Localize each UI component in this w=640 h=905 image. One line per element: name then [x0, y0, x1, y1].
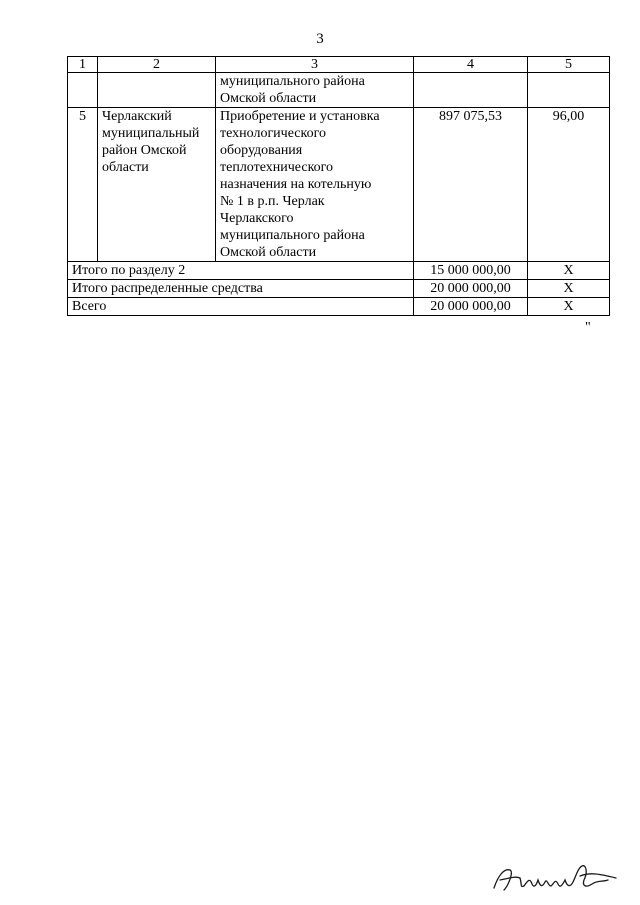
text-line: оборудования: [220, 143, 303, 158]
total-row-section-2: [68, 262, 610, 280]
total-mark: Х: [528, 262, 610, 280]
total-amount: 20 000 000,00: [414, 298, 528, 316]
text-line: № 1 в р.п. Черлак: [220, 194, 325, 209]
total-label: Итого распределенные средства: [68, 280, 414, 298]
total-row-grand: [68, 298, 610, 316]
continuation-col-2: [98, 73, 216, 108]
percent-cell: 96,00: [528, 108, 610, 262]
amount-cell: 897 075,53: [414, 108, 528, 262]
header-col-5: 5: [528, 57, 610, 73]
total-mark: Х: [528, 298, 610, 316]
continuation-col-1: [68, 73, 98, 108]
text-line: технологического: [220, 126, 326, 141]
table-row-5: [68, 108, 610, 262]
header-col-1: 1: [68, 57, 98, 73]
text-line: Черлакский: [102, 109, 172, 124]
total-amount: 15 000 000,00: [414, 262, 528, 280]
text-line: назначения на котельную: [220, 177, 372, 192]
text-line: муниципального района: [220, 228, 365, 243]
row-number: 5: [68, 108, 98, 262]
total-label: Всего: [68, 298, 414, 316]
total-label: Итого по разделу 2: [68, 262, 414, 280]
table-header-row: [68, 57, 610, 73]
text-line: Омской области: [220, 245, 317, 260]
text-line: Черлакского: [220, 211, 294, 226]
text-line: теплотехнического: [220, 160, 334, 175]
closing-quote: ": [585, 320, 591, 335]
allocation-table: [67, 56, 610, 316]
continuation-col-5: [528, 73, 610, 108]
text-line: муниципальный: [102, 126, 200, 141]
handwritten-signature: [490, 858, 620, 898]
page-number: 3: [316, 31, 324, 47]
header-col-4: 4: [414, 57, 528, 73]
total-amount: 20 000 000,00: [414, 280, 528, 298]
text-line: муниципального района: [220, 74, 365, 89]
continuation-row: [68, 73, 610, 108]
text-line: Омской области: [220, 91, 317, 106]
description-cell: [216, 108, 414, 262]
municipality-cell: [98, 108, 216, 262]
continuation-col-3: [216, 73, 414, 108]
continuation-col-4: [414, 73, 528, 108]
header-col-3: 3: [216, 57, 414, 73]
text-line: области: [102, 160, 149, 175]
text-line: район Омской: [102, 143, 187, 158]
total-mark: Х: [528, 280, 610, 298]
total-row-distributed: [68, 280, 610, 298]
header-col-2: 2: [98, 57, 216, 73]
text-line: Приобретение и установка: [220, 109, 380, 124]
